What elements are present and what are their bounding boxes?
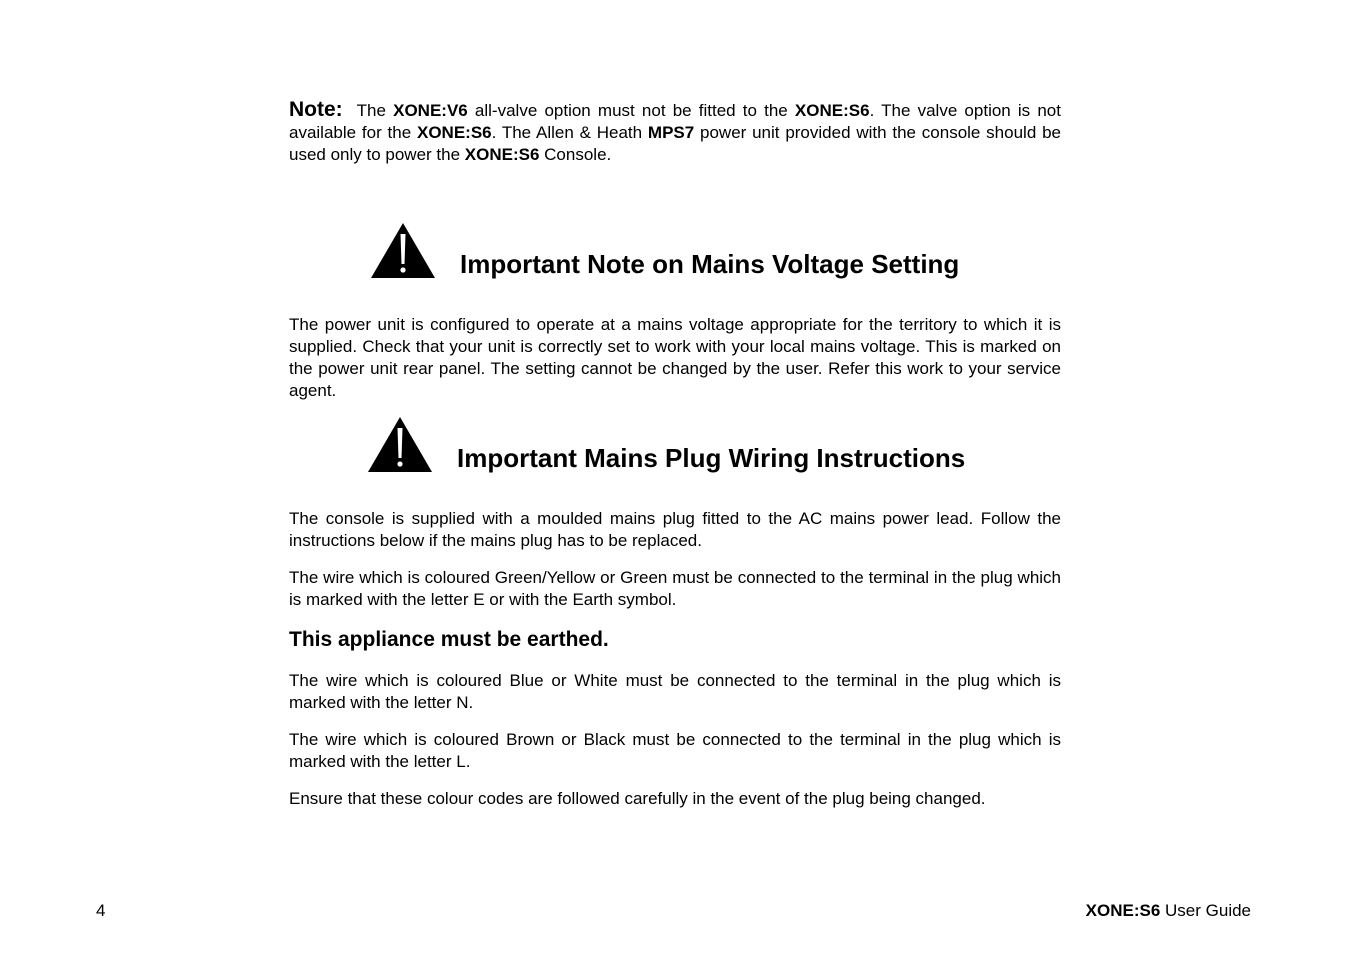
neutral-wire-paragraph: The wire which is coloured Blue or White must be connected to the terminal in the plug which is marked with the letter N. [289, 671, 1061, 712]
note-paragraph [289, 99, 1061, 166]
warning-triangle-icon [367, 416, 433, 473]
footer-product: XONE:S6 [1085, 901, 1161, 920]
note-text: . The Allen & Heath [491, 123, 648, 142]
note-text: Console. [539, 145, 612, 164]
mains-voltage-paragraph: The power unit is configured to operate at a mains voltage appropriate for the territory to which it is supplied. Check that your unit is correctly set to work with your local mains voltage. This is marked on the power unit rear panel. The setting cannot be changed by the user. Refer this work to your service agent. [289, 315, 1061, 400]
note-product-mps7: MPS7 [647, 123, 695, 142]
note-product-s6: XONE:S6 [416, 123, 492, 142]
note-text: The [356, 101, 394, 120]
note-label: Note: [289, 98, 343, 121]
earthed-warning: This appliance must be earthed. [289, 628, 609, 651]
note-product-s6: XONE:S6 [794, 101, 870, 120]
note-text: all-valve option must not be fitted to the [467, 101, 795, 120]
note-product-s6: XONE:S6 [464, 145, 540, 164]
earth-wire-paragraph: The wire which is coloured Green/Yellow or Green must be connected to the terminal in the plug which is marked with the letter E or with the Earth symbol. [289, 568, 1061, 609]
plug-intro-paragraph: The console is supplied with a moulded mains plug fitted to the AC mains power lead. Follow the instructions below if the mains plug has to be replaced. [289, 509, 1061, 550]
section-heading: Important Mains Plug Wiring Instructions [457, 443, 966, 473]
footer-guide: User Guide [1160, 901, 1251, 920]
plug-wiring-heading [367, 416, 965, 473]
page-number: 4 [96, 901, 106, 920]
footer-title [1086, 900, 1251, 922]
section-heading: Important Note on Mains Voltage Setting [460, 249, 960, 279]
note-text: power unit provided with the console should be used only to power the [289, 123, 1061, 164]
mains-voltage-heading [370, 222, 959, 279]
warning-triangle-icon [370, 222, 436, 279]
note-text: . The valve option is not available for the [289, 101, 1061, 142]
note-product-v6: XONE:V6 [393, 101, 468, 120]
live-wire-paragraph: The wire which is coloured Brown or Black must be connected to the terminal in the plug which is marked with the letter L. [289, 730, 1061, 771]
colour-codes-paragraph: Ensure that these colour codes are followed carefully in the event of the plug being changed. [289, 789, 986, 808]
